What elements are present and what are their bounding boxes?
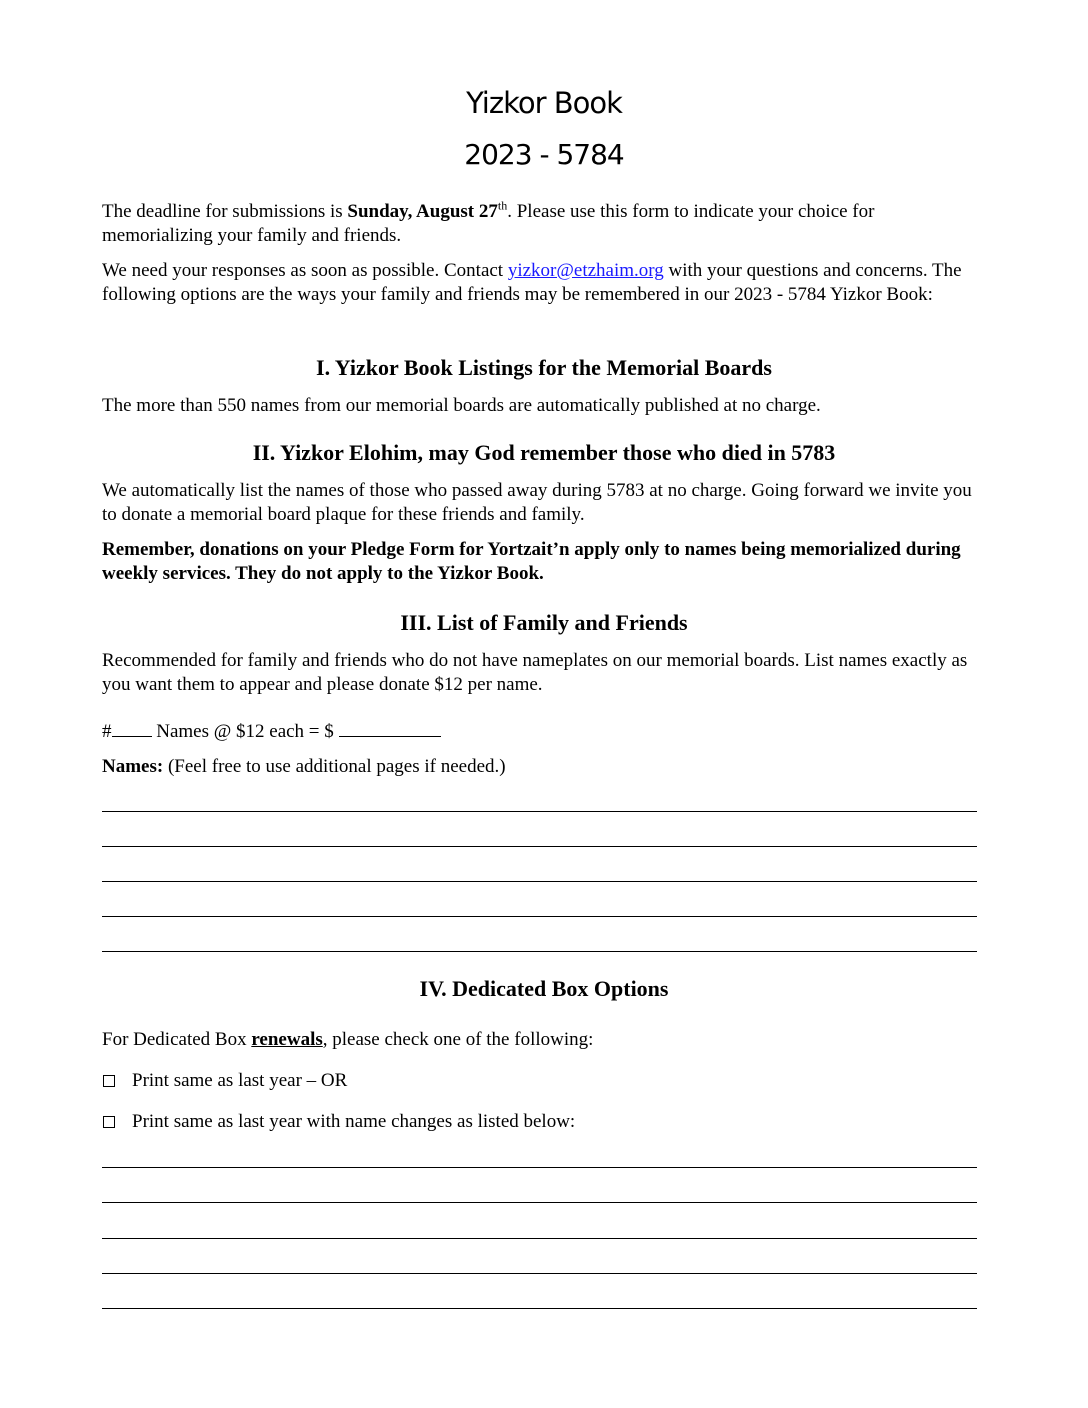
- section2-heading: II. Yizkor Elohim, may God remember those who died in 5783: [252, 440, 836, 465]
- deadline-suffix: . Please use this form to indicate your choice for memorializing your family and friends.: [102, 201, 875, 246]
- option-same-as-last-year: [103, 1069, 347, 1093]
- count-blank[interactable]: [112, 718, 152, 737]
- changes-line-5[interactable]: [102, 1308, 977, 1309]
- section4-renewals: renewals: [251, 1029, 323, 1050]
- deadline-paragraph: [102, 200, 982, 248]
- section4-intro: [102, 1028, 982, 1052]
- count-middle: Names @ $12 each = $: [151, 721, 339, 742]
- section3-heading: III. List of Family and Friends: [400, 610, 688, 635]
- names-label-line: [102, 755, 982, 779]
- deadline-date: Sunday, August 27: [347, 201, 498, 222]
- section4-heading: IV. Dedicated Box Options: [419, 976, 669, 1001]
- changes-line-4[interactable]: [102, 1273, 977, 1274]
- option2-label: Print same as last year with name changes as listed below:: [132, 1111, 576, 1132]
- section1-text: The more than 550 names from our memorial boards are automatically published at no charge.: [102, 395, 821, 416]
- section2-text: We automatically list the names of those who passed away during 5783 at no charge. Going forward we invite you to donate a memorial board plaque for these friends and family.: [102, 480, 972, 525]
- document-year: 2023 - 5784: [464, 138, 624, 171]
- deadline-prefix: The deadline for submissions is: [102, 201, 348, 222]
- names-hint: (Feel free to use additional pages if needed.): [163, 756, 506, 777]
- option1-checkbox[interactable]: [103, 1075, 115, 1087]
- names-line-1[interactable]: [102, 811, 977, 812]
- count-prefix: #: [102, 721, 112, 742]
- deadline-superscript: th: [497, 198, 508, 213]
- contact-email-link[interactable]: yizkor@etzhaim.org: [507, 260, 664, 281]
- section4-intro-prefix: For Dedicated Box: [102, 1029, 252, 1050]
- contact-prefix: We need your responses as soon as possible. Contact: [102, 260, 508, 281]
- document-title: Yizkor Book: [466, 86, 622, 120]
- option1-label: Print same as last year – OR: [132, 1070, 348, 1091]
- changes-line-2[interactable]: [102, 1202, 977, 1203]
- contact-suffix: with your questions and concerns. The following options are the ways your family and friends may be remembered in our 2023 - 5784 Yizkor Book:: [102, 260, 962, 305]
- names-label: Names:: [102, 756, 164, 777]
- section4-intro-suffix: , please check one of the following:: [322, 1029, 594, 1050]
- amount-blank[interactable]: [339, 718, 441, 737]
- names-line-4[interactable]: [102, 916, 977, 917]
- section1-heading: I. Yizkor Book Listings for the Memorial Boards: [316, 355, 772, 380]
- names-count-line: [102, 718, 982, 744]
- names-line-5[interactable]: [102, 951, 977, 952]
- names-line-2[interactable]: [102, 846, 977, 847]
- section3-text: Recommended for family and friends who do not have nameplates on our memorial boards. List names exactly as you want them to appear and please donate $12 per name.: [102, 650, 968, 695]
- changes-line-1[interactable]: [102, 1167, 977, 1168]
- contact-paragraph: [102, 259, 982, 307]
- names-line-3[interactable]: [102, 881, 977, 882]
- option2-checkbox[interactable]: [103, 1116, 115, 1128]
- option-with-changes: [103, 1110, 575, 1134]
- section2-note: Remember, donations on your Pledge Form for Yortzait’n apply only to names being memorialized during weekly services. They do not apply to the Yizkor Book.: [102, 539, 961, 584]
- changes-line-3[interactable]: [102, 1238, 977, 1239]
